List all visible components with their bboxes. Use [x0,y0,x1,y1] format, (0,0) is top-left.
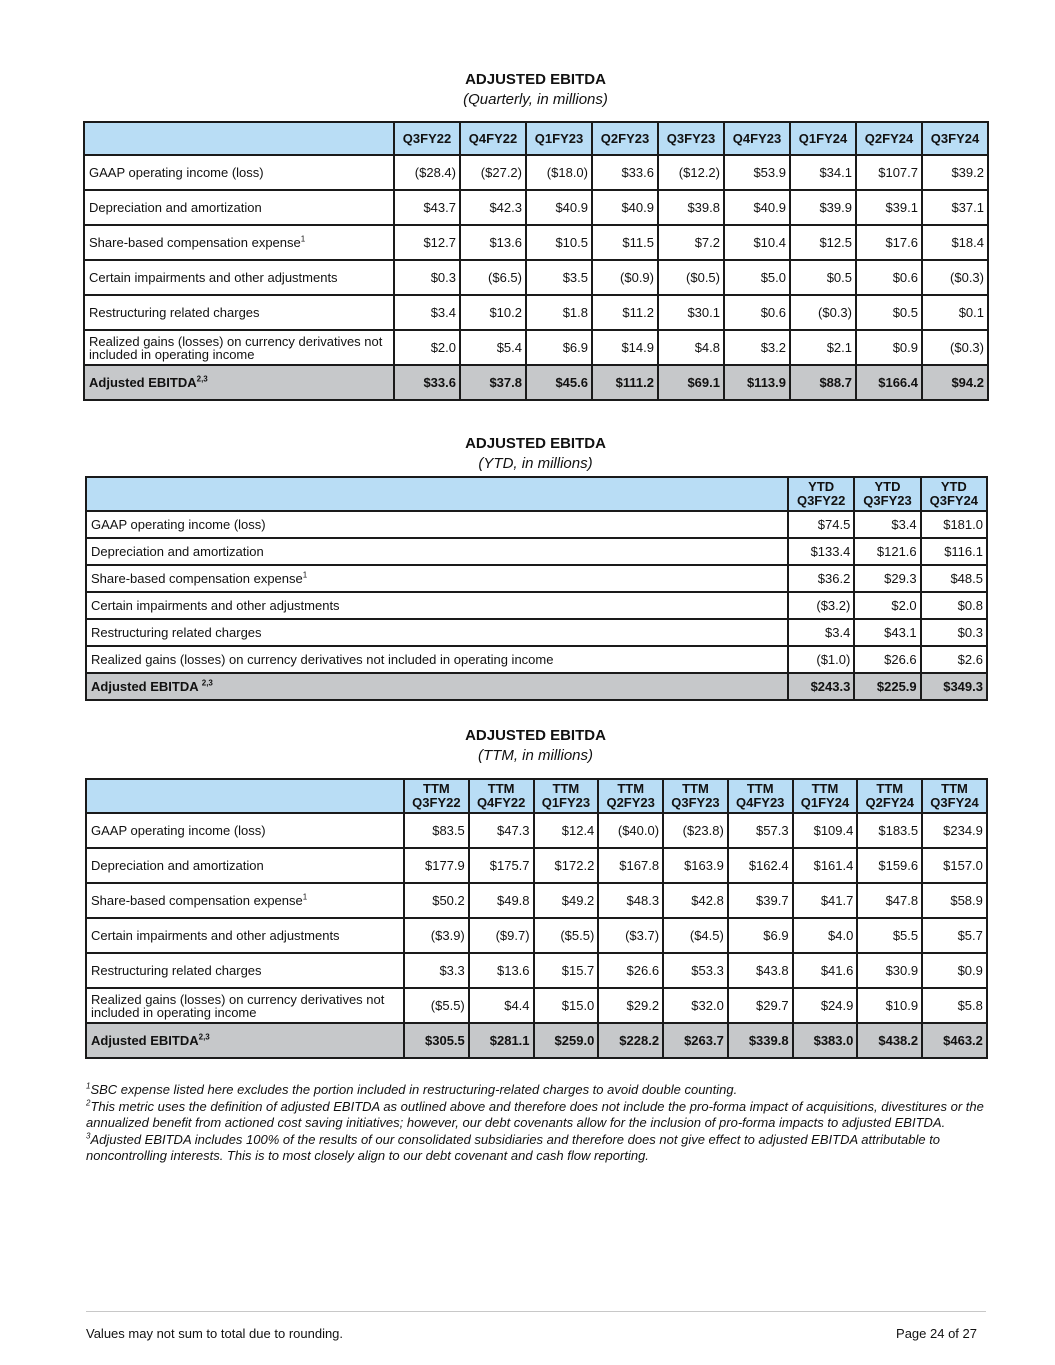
value-cell: $30.9 [857,953,922,988]
value-cell: $50.2 [404,883,469,918]
value-cell: ($0.3) [922,260,988,295]
table-row [86,813,987,848]
column-header-line: Q3FY23 [863,493,912,508]
value-cell: $0.5 [790,260,856,295]
value-cell: $24.9 [793,988,858,1023]
value-cell: $4.4 [469,988,534,1023]
value-cell: $45.6 [526,365,592,400]
value-cell: $175.7 [469,848,534,883]
value-cell: $4.8 [658,330,724,365]
value-cell: $17.6 [856,225,922,260]
row-label: Adjusted EBITDA$^{2,3}$ [84,365,394,400]
header-blank [86,779,404,813]
value-cell: $166.4 [856,365,922,400]
value-cell: $11.2 [592,295,658,330]
column-header-line: YTD [940,479,967,494]
value-cell: $53.3 [663,953,728,988]
value-cell: $4.0 [793,918,858,953]
value-cell: $41.7 [793,883,858,918]
column-header: Q1FY23 [526,122,592,155]
column-header-line: Q1FY24 [800,795,850,810]
value-cell: $305.5 [404,1023,469,1058]
value-cell: $14.9 [592,330,658,365]
value-cell: $40.9 [724,190,790,225]
table-row [86,619,987,646]
value-cell: $177.9 [404,848,469,883]
table-row [86,918,987,953]
header-blank [84,122,394,155]
value-cell: $133.4 [788,538,854,565]
value-cell: $48.5 [921,565,987,592]
table-row [86,953,987,988]
footer-divider [86,1311,986,1312]
value-cell: $83.5 [404,813,469,848]
header-blank [86,477,788,511]
table-row [84,225,988,260]
value-cell: $32.0 [663,988,728,1023]
value-cell: ($12.2) [658,155,724,190]
value-cell: ($5.5) [534,918,599,953]
value-cell: $243.3 [788,673,854,700]
value-cell: $36.2 [788,565,854,592]
column-header-line: TTM [617,781,645,796]
value-cell: ($4.5) [663,918,728,953]
value-cell: $281.1 [469,1023,534,1058]
value-cell: $43.7 [394,190,460,225]
value-cell: ($5.5) [404,988,469,1023]
value-cell: $49.2 [534,883,599,918]
value-cell: $157.0 [922,848,987,883]
total-row [86,1023,987,1058]
value-cell: $181.0 [921,511,987,538]
value-cell: $94.2 [922,365,988,400]
ttm-title: ADJUSTED EBITDA [465,727,606,744]
column-header [598,779,663,813]
column-header [921,477,987,511]
value-cell: $26.6 [598,953,663,988]
column-header: Q2FY23 [592,122,658,155]
value-cell: $225.9 [854,673,920,700]
footnote-2: $^2$This metric uses the definition of adjusted EBITDA as outlined above and therefore does not include the pro-forma impact of acquisitions, divestitures or the annualized benefit from actioned cost saving initiatives; however, our debt covenants allow for the inclusion of pro-forma impacts to adjusted EBITDA. [86,1098,984,1130]
value-cell: ($1.0) [788,646,854,673]
value-cell: ($0.9) [592,260,658,295]
value-cell: $0.5 [856,295,922,330]
column-header-line: Q3FY24 [930,795,979,810]
table-row [84,260,988,295]
row-label: Depreciation and amortization [86,848,404,883]
ttm-table [85,778,988,1059]
ytd-subtitle: (YTD, in millions) [478,455,593,472]
value-cell: $53.9 [724,155,790,190]
value-cell: $228.2 [598,1023,663,1058]
row-label: Restructuring related charges [84,295,394,330]
row-label: Certain impairments and other adjustments [86,592,788,619]
value-cell: $69.1 [658,365,724,400]
row-label: Certain impairments and other adjustments [84,260,394,295]
column-header-line: Q2FY24 [865,795,914,810]
column-header-line: Q3FY24 [929,493,979,508]
value-cell: $15.7 [534,953,599,988]
row-label: Realized gains (losses) on currency derivatives not included in operating income [84,330,394,365]
table-row [86,848,987,883]
value-cell: $39.1 [856,190,922,225]
value-cell: $107.7 [856,155,922,190]
column-header-line: TTM [811,781,839,796]
table-row [86,511,987,538]
footnotes [86,1082,991,1165]
table-row [86,883,987,918]
column-header [857,779,922,813]
column-header-line: YTD [808,479,835,494]
value-cell: $0.3 [394,260,460,295]
value-cell: $33.6 [592,155,658,190]
table-row [86,646,987,673]
value-cell: $167.8 [598,848,663,883]
table-row [84,295,988,330]
column-header-line: TTM [552,781,580,796]
row-label: Depreciation and amortization [86,538,788,565]
value-cell: $39.2 [922,155,988,190]
page-number: Page 24 of 27 [896,1326,977,1341]
value-cell: $33.6 [394,365,460,400]
table-row [86,565,987,592]
column-header-line: TTM [746,781,774,796]
column-header-line: TTM [682,781,709,796]
column-header [793,779,858,813]
ytd-table [85,476,988,701]
value-cell: $2.6 [921,646,987,673]
value-cell: $18.4 [922,225,988,260]
value-cell: $13.6 [469,953,534,988]
row-label: Share-based compensation expense$^1$ [84,225,394,260]
value-cell: ($0.5) [658,260,724,295]
value-cell: $3.2 [724,330,790,365]
value-cell: ($6.5) [460,260,526,295]
table-row [86,988,987,1023]
value-cell: $6.9 [526,330,592,365]
value-cell: ($27.2) [460,155,526,190]
value-cell: $10.5 [526,225,592,260]
value-cell: $5.5 [857,918,922,953]
column-header: Q1FY24 [790,122,856,155]
value-cell: $12.5 [790,225,856,260]
value-cell: $34.1 [790,155,856,190]
table-row [84,330,988,365]
column-header-line: Q4FY23 [736,795,785,810]
value-cell: $116.1 [921,538,987,565]
value-cell: $12.7 [394,225,460,260]
value-cell: $5.8 [922,988,987,1023]
value-cell: $259.0 [534,1023,599,1058]
value-cell: $43.1 [854,619,920,646]
value-cell: $26.6 [854,646,920,673]
value-cell: ($3.9) [404,918,469,953]
value-cell: ($0.3) [922,330,988,365]
column-header-line: Q4FY22 [476,795,526,810]
value-cell: $2.1 [790,330,856,365]
value-cell: $39.7 [728,883,793,918]
value-cell: $29.2 [598,988,663,1023]
value-cell: $3.4 [854,511,920,538]
value-cell: $74.5 [788,511,854,538]
header-row [86,477,987,511]
row-label: Restructuring related charges [86,619,788,646]
column-header: Q3FY24 [922,122,988,155]
column-header [788,477,854,511]
row-label: Share-based compensation expense$^1$ [86,883,404,918]
value-cell: $43.8 [728,953,793,988]
row-label: GAAP operating income (loss) [84,155,394,190]
value-cell: $121.6 [854,538,920,565]
value-cell: $0.6 [856,260,922,295]
value-cell: $41.6 [793,953,858,988]
column-header [469,779,534,813]
value-cell: $29.7 [728,988,793,1023]
value-cell: $6.9 [728,918,793,953]
value-cell: $0.3 [921,619,987,646]
value-cell: $47.8 [857,883,922,918]
column-header-line: TTM [487,781,515,796]
value-cell: $10.4 [724,225,790,260]
value-cell: $42.3 [460,190,526,225]
ytd-title: ADJUSTED EBITDA [465,435,606,452]
value-cell: $15.0 [534,988,599,1023]
column-header [922,779,987,813]
value-cell: $0.8 [921,592,987,619]
value-cell: ($23.8) [663,813,728,848]
value-cell: $39.9 [790,190,856,225]
value-cell: ($9.7) [469,918,534,953]
value-cell: $7.2 [658,225,724,260]
column-header-line: Q3FY22 [796,493,846,508]
footnote-1: $^1$SBC expense listed here excludes the portion included in restructuring-related charges to avoid double counting. [86,1081,738,1097]
value-cell: $10.9 [857,988,922,1023]
value-cell: $109.4 [793,813,858,848]
value-cell: $40.9 [526,190,592,225]
column-header: Q3FY23 [658,122,724,155]
value-cell: $11.5 [592,225,658,260]
value-cell: ($3.2) [788,592,854,619]
value-cell: $463.2 [922,1023,987,1058]
value-cell: $0.9 [856,330,922,365]
table-row [86,538,987,565]
value-cell: $2.0 [394,330,460,365]
value-cell: $13.6 [460,225,526,260]
value-cell: $40.9 [592,190,658,225]
column-header-line: TTM [941,781,968,796]
value-cell: $113.9 [724,365,790,400]
value-cell: $234.9 [922,813,987,848]
row-label: GAAP operating income (loss) [86,511,788,538]
quarterly-subtitle: (Quarterly, in millions) [463,91,608,108]
row-label: Share-based compensation expense$^1$ [86,565,788,592]
value-cell: $349.3 [921,673,987,700]
column-header [534,779,599,813]
value-cell: $111.2 [592,365,658,400]
value-cell: $0.9 [922,953,987,988]
value-cell: $5.4 [460,330,526,365]
value-cell: $3.4 [394,295,460,330]
column-header-line: TTM [423,781,450,796]
value-cell: $30.1 [658,295,724,330]
footnote-3: $^3$Adjusted EBITDA includes 100% of the results of our consolidated subsidiaries and therefore does not give effect to adjusted EBITDA attributable to noncontrolling interests. This is to most closely align to our debt covenant and cash flow reporting. [86,1131,941,1163]
value-cell: $263.7 [663,1023,728,1058]
header-row [84,122,988,155]
column-header-line: Q2FY23 [606,795,655,810]
value-cell: $339.8 [728,1023,793,1058]
column-header [728,779,793,813]
value-cell: $159.6 [857,848,922,883]
value-cell: $383.0 [793,1023,858,1058]
value-cell: $5.0 [724,260,790,295]
row-label: Depreciation and amortization [84,190,394,225]
table-row [84,155,988,190]
table-row [86,592,987,619]
value-cell: $29.3 [854,565,920,592]
footer-note: Values may not sum to total due to rounding. [86,1326,344,1341]
total-row [86,673,987,700]
column-header-line: Q1FY23 [541,795,591,810]
row-label: GAAP operating income (loss) [86,813,404,848]
value-cell: $39.8 [658,190,724,225]
column-header: Q4FY23 [724,122,790,155]
value-cell: $12.4 [534,813,599,848]
value-cell: ($0.3) [790,295,856,330]
column-header-line: YTD [874,479,901,494]
value-cell: $0.1 [922,295,988,330]
value-cell: $42.8 [663,883,728,918]
column-header: Q3FY22 [394,122,460,155]
value-cell: $58.9 [922,883,987,918]
value-cell: $5.7 [922,918,987,953]
row-label: Certain impairments and other adjustments [86,918,404,953]
value-cell: $172.2 [534,848,599,883]
value-cell: $47.3 [469,813,534,848]
column-header-line: Q3FY22 [412,795,461,810]
row-label: Realized gains (losses) on currency derivatives not included in operating income [86,988,404,1023]
column-header [854,477,920,511]
quarterly-table [83,121,989,401]
value-cell: $438.2 [857,1023,922,1058]
value-cell: $3.3 [404,953,469,988]
total-row [84,365,988,400]
value-cell: $162.4 [728,848,793,883]
value-cell: ($3.7) [598,918,663,953]
quarterly-title: ADJUSTED EBITDA [465,71,606,88]
row-label: Realized gains (losses) on currency derivatives not included in operating income [86,646,788,673]
value-cell: $183.5 [857,813,922,848]
value-cell: $49.8 [469,883,534,918]
row-label: Adjusted EBITDA$^{2,3}$ [86,1023,404,1058]
value-cell: $57.3 [728,813,793,848]
value-cell: $10.2 [460,295,526,330]
value-cell: ($28.4) [394,155,460,190]
value-cell: $3.4 [788,619,854,646]
value-cell: $88.7 [790,365,856,400]
value-cell: $48.3 [598,883,663,918]
column-header: Q4FY22 [460,122,526,155]
value-cell: $161.4 [793,848,858,883]
column-header-line: Q3FY23 [671,795,720,810]
column-header [404,779,469,813]
header-row [86,779,987,813]
value-cell: ($18.0) [526,155,592,190]
table-row [84,190,988,225]
value-cell: $163.9 [663,848,728,883]
value-cell: $0.6 [724,295,790,330]
row-label: Restructuring related charges [86,953,404,988]
row-label: Adjusted EBITDA $^{2,3}$ [86,673,788,700]
value-cell: $37.1 [922,190,988,225]
ttm-subtitle: (TTM, in millions) [478,747,593,764]
value-cell: $37.8 [460,365,526,400]
column-header: Q2FY24 [856,122,922,155]
value-cell: $1.8 [526,295,592,330]
column-header [663,779,728,813]
value-cell: ($40.0) [598,813,663,848]
value-cell: $3.5 [526,260,592,295]
value-cell: $2.0 [854,592,920,619]
column-header-line: TTM [876,781,904,796]
